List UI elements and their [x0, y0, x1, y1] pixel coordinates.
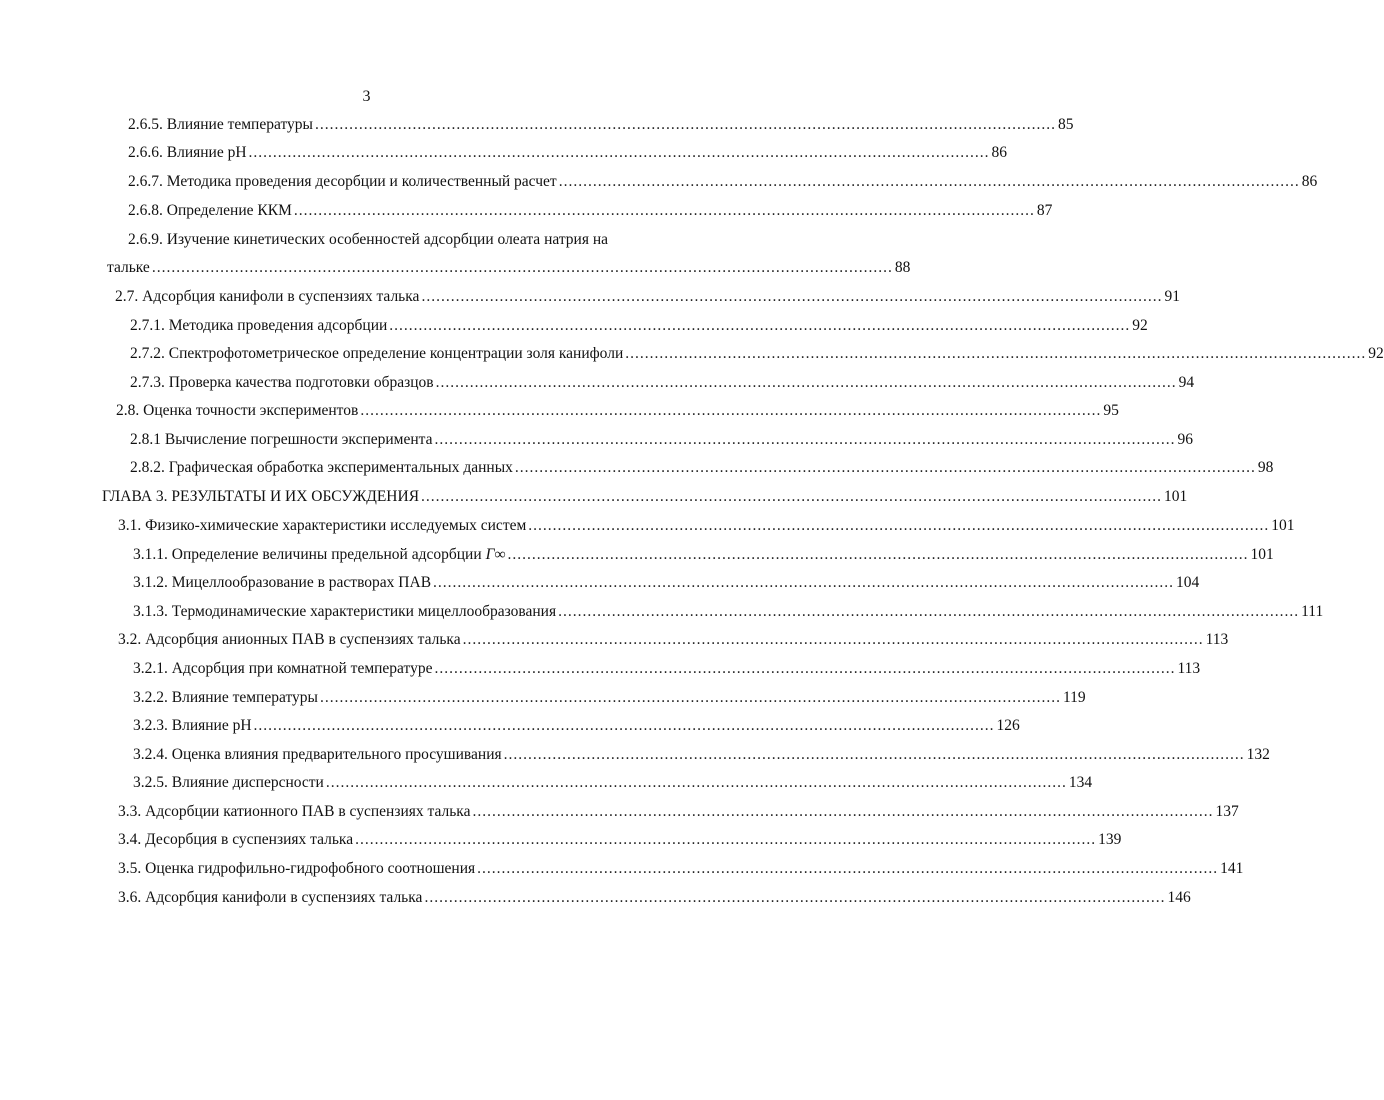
toc-entry-page: 87 [1036, 202, 1053, 219]
toc-entry-title: 3.6. Адсорбция канифоли в суспензиях талька [118, 889, 423, 906]
toc-entry-title: 2.8.1 Вычисление погрешности эксперимента [130, 431, 433, 448]
toc-entry-2-6-5 [128, 115, 1074, 135]
toc-entry-title: 3.2.1. Адсорбция при комнатной температуре [133, 660, 433, 677]
leader-dots: ........................................................................................................................................................ [472, 803, 1214, 820]
toc-entry-3-2-4 [133, 745, 1270, 765]
toc-entry-title: 3.1.1. Определение величины предельной адсорбции [133, 546, 482, 563]
toc-entry-page: 111 [1301, 603, 1324, 620]
toc-entry-3-1-1 [133, 545, 1274, 565]
toc-entry-2-8-1 [130, 430, 1193, 450]
leader-dots: ........................................................................................................................................................ [503, 746, 1245, 763]
toc-entry-page: 92 [1368, 345, 1384, 362]
toc-entry-page: 86 [1301, 173, 1318, 190]
leader-dots: ........................................................................................................................................................ [477, 860, 1219, 877]
toc-entry-page: 139 [1098, 831, 1122, 848]
leader-dots: ........................................................................................................................................................ [319, 689, 1061, 706]
toc-entry-2-7 [115, 287, 1180, 307]
toc-entry-page: 134 [1068, 774, 1093, 791]
toc-entry-2-6-9 [107, 258, 911, 278]
toc-entry-page: 101 [1250, 546, 1274, 563]
leader-dots: ........................................................................................................................................................ [421, 288, 1163, 305]
leader-dots: ........................................................................................................................................................ [434, 431, 1176, 448]
toc-entry-3-1-3 [133, 602, 1324, 622]
toc-entry-page: 94 [1178, 374, 1195, 391]
toc-entry-title: 3.1. Физико-химические характеристики исследуемых систем [118, 517, 527, 534]
leader-dots: ........................................................................................................................................................ [507, 546, 1249, 563]
toc-entry-title: 2.8.2. Графическая обработка экспериментальных данных [130, 459, 513, 476]
toc-entry-3-3 [118, 802, 1239, 822]
toc-entry-title: 3.1.3. Термодинамические характеристики мицеллообразования [133, 603, 557, 620]
toc-entry-3-5 [118, 859, 1244, 879]
toc-entry-2-6-9-line1: 2.6.9. Изучение кинетических особенностей адсорбции олеата натрия на [128, 231, 609, 248]
leader-dots: ........................................................................................................................................................ [558, 173, 1300, 190]
leader-dots: ........................................................................................................................................................ [421, 488, 1163, 505]
toc-entry-title: 2.7. Адсорбция канифоли в суспензиях талька [115, 288, 420, 305]
leader-dots: ........................................................................................................................................................ [314, 116, 1056, 133]
toc-entry-title: 2.6.6. Влияние pH [128, 144, 247, 161]
leader-dots: ........................................................................................................................................................ [462, 631, 1204, 648]
leader-dots: ........................................................................................................................................................ [248, 144, 990, 161]
toc-entry-title: 3.4. Десорбция в суспензиях талька [118, 831, 354, 848]
leader-dots: ........................................................................................................................................................ [253, 717, 995, 734]
toc-entry-title: 2.6.7. Методика проведения десорбции и количественный расчет [128, 173, 557, 190]
toc-entry-page: 126 [996, 717, 1020, 734]
toc-entry-title: ГЛАВА 3. РЕЗУЛЬТАТЫ И ИХ ОБСУЖДЕНИЯ [102, 488, 420, 505]
leader-dots: ........................................................................................................................................................ [514, 459, 1256, 476]
toc-entry-3-2-1 [133, 659, 1201, 679]
toc-entry-page: 95 [1103, 402, 1119, 419]
toc-entry-title: 2.7.3. Проверка качества подготовки образцов [130, 374, 434, 391]
toc-entry-3-2-5 [133, 773, 1093, 793]
toc-entry-3-1 [118, 516, 1295, 536]
toc-entry-page: 98 [1257, 459, 1274, 476]
toc-entry-3-2 [118, 630, 1229, 650]
toc-entry-title: 2.7.2. Спектрофотометрическое определение концентрации золя канифоли [130, 345, 624, 362]
toc-entry-3-4 [118, 830, 1122, 850]
toc-entry-title: тальке [107, 259, 150, 276]
leader-dots: ........................................................................................................................................................ [528, 517, 1270, 534]
toc-entry-page: 146 [1167, 889, 1191, 906]
toc-entry-title: 3.2.2. Влияние температуры [133, 689, 318, 706]
toc-entry-page: 101 [1164, 488, 1188, 505]
toc-entry-title: 3.2.3. Влияние pH [133, 717, 252, 734]
leader-dots: ........................................................................................................................................................ [435, 374, 1177, 391]
leader-dots: ........................................................................................................................................................ [625, 345, 1367, 362]
toc-entry-page: 101 [1271, 517, 1295, 534]
toc-entry-page: 141 [1220, 860, 1244, 877]
toc-entry-3-2-2 [133, 688, 1086, 708]
toc-entry-title: 3.3. Адсорбции катионного ПАВ в суспензиях талька [118, 803, 471, 820]
toc-entry-title: 3.2.4. Оценка влияния предварительного просушивания [133, 746, 502, 763]
toc-entry-page: 96 [1177, 431, 1193, 448]
toc-entry-page: 91 [1164, 288, 1180, 305]
toc-entry-title: 2.6.5. Влияние температуры [128, 116, 313, 133]
toc-entry-chapter-3 [102, 487, 1188, 507]
page-number: 3 [362, 88, 371, 105]
toc-entry-2-8-2 [130, 458, 1274, 478]
toc-entry-title: 3.1.2. Мицеллообразование в растворах ПАВ [133, 574, 432, 591]
toc-entry-page: 132 [1246, 746, 1270, 763]
toc-entry-3-2-3 [133, 716, 1020, 736]
toc-entry-page: 119 [1062, 689, 1086, 706]
leader-dots: ........................................................................................................................................................ [355, 831, 1097, 848]
toc-entry-3-1-2 [133, 573, 1200, 593]
leader-dots: ........................................................................................................................................................ [151, 259, 893, 276]
leader-dots: ........................................................................................................................................................ [360, 402, 1102, 419]
toc-entry-page: 137 [1215, 803, 1239, 820]
toc-entry-2-7-3 [130, 373, 1195, 393]
toc-entry-title: 3.2. Адсорбция анионных ПАВ в суспензиях талька [118, 631, 461, 648]
toc-entry-2-6-8 [128, 201, 1053, 221]
toc-entry-2-6-7 [128, 172, 1318, 192]
toc-entry-title: 2.8. Оценка точности экспериментов [116, 402, 359, 419]
toc-entry-title: 2.7.1. Методика проведения адсорбции [130, 317, 388, 334]
leader-dots: ........................................................................................................................................................ [434, 660, 1176, 677]
toc-entry-page: 85 [1057, 116, 1074, 133]
toc-entry-title: 3.2.5. Влияние дисперсности [133, 774, 324, 791]
leader-dots: ........................................................................................................................................................ [389, 317, 1131, 334]
toc-entry-2-7-1 [130, 316, 1148, 336]
leader-dots: ........................................................................................................................................................ [558, 603, 1300, 620]
leader-dots: ........................................................................................................................................................ [424, 889, 1166, 906]
toc-entry-2-6-6 [128, 143, 1008, 163]
gamma-infinity-symbol: Γ∞ [485, 546, 506, 563]
toc-entry-title: 2.6.8. Определение ККМ [128, 202, 292, 219]
toc-entry-page: 104 [1176, 574, 1200, 591]
toc-entry-2-8 [116, 401, 1119, 421]
toc-entry-page: 92 [1132, 317, 1148, 334]
toc-entry-3-6 [118, 888, 1191, 908]
toc-entry-2-7-2 [130, 344, 1384, 364]
toc-entry-title: 3.5. Оценка гидрофильно-гидрофобного соотношения [118, 860, 476, 877]
leader-dots: ........................................................................................................................................................ [293, 202, 1035, 219]
toc-entry-page: 113 [1205, 631, 1229, 648]
toc-entry-page: 86 [991, 144, 1008, 161]
leader-dots: ........................................................................................................................................................ [433, 574, 1175, 591]
toc-entry-page: 113 [1177, 660, 1201, 677]
toc-entry-page: 88 [894, 259, 911, 276]
leader-dots: ........................................................................................................................................................ [325, 774, 1067, 791]
